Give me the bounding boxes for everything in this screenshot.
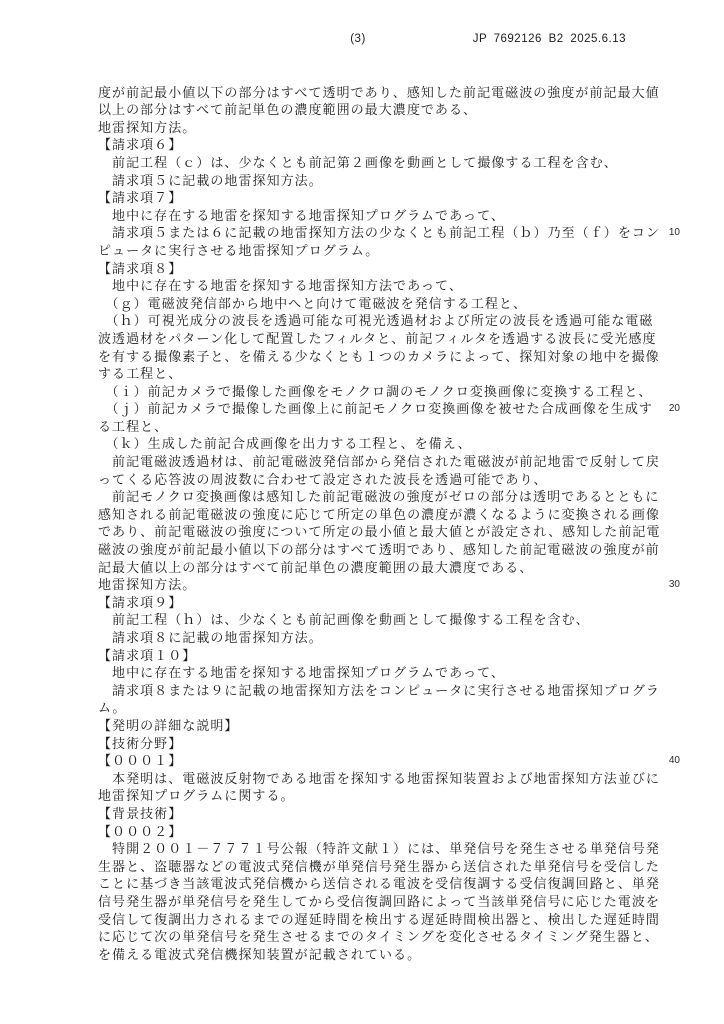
- text-line: [70, 911, 670, 945]
- line-text: 記最大値以上の部分はすべて前記単色の濃度範囲の最大濃度である、: [97, 559, 534, 575]
- line-text: 請求項８または９に記載の地雷探知方法をコンピュータに実行させる地雷探知プログラ: [97, 682, 660, 698]
- text-line: [70, 242, 670, 276]
- line-text: る工程と、: [97, 418, 169, 434]
- text-line: [70, 260, 670, 294]
- text-line: [70, 647, 670, 681]
- text-line: [70, 875, 670, 909]
- line-text: 前記工程（ｈ）は、少なくとも前記画像を動画として撮像する工程を含む、: [97, 612, 590, 628]
- text-line: [70, 453, 670, 487]
- line-text: 請求項５に記載の地雷探知方法。: [97, 172, 323, 188]
- text-line: [70, 787, 670, 821]
- line-text: 【０００２】: [97, 823, 183, 839]
- text-line: [70, 840, 670, 874]
- text-line: [70, 752, 680, 786]
- line-text: であり、前記電磁波の強度について所定の最小値と最大値とが設定され、感知した前記電: [97, 524, 661, 540]
- line-text: 波透過材をパターン化して配置したフィルタと、前記フィルタを透過する波長に受光感度: [97, 330, 657, 346]
- text-line: [70, 823, 670, 857]
- line-text: 地中に存在する地雷を探知する地雷探知方法であって、: [97, 278, 463, 294]
- line-text: する工程と、: [97, 366, 183, 382]
- line-text: 【請求項６】: [97, 137, 183, 153]
- text-line: [70, 611, 670, 645]
- line-text: （ｊ）前記カメラで撮像した画像上に前記モノクロ変換画像を被せた合成画像を生成す: [97, 401, 653, 417]
- line-text: 請求項５または６に記載の地雷探知方法の少なくとも前記工程（ｂ）乃至（ｆ）をコン: [97, 225, 660, 241]
- text-line: [70, 805, 670, 839]
- text-line: [70, 400, 680, 434]
- line-text: 前記電磁波透過材は、前記電磁波発信部から発信された電磁波が前記地雷で反射して戻: [97, 454, 660, 470]
- line-text: 度が前記最小値以下の部分はすべて透明であり、感知した前記電磁波の強度が前記最大値: [97, 84, 660, 100]
- text-line: [70, 576, 680, 610]
- text-line: [70, 559, 670, 593]
- line-text: 前記モノクロ変換画像は感知した前記電磁波の強度がゼロの部分は透明であるとともに: [97, 489, 660, 505]
- text-line: [70, 893, 670, 927]
- line-number: 30: [668, 579, 680, 591]
- page-number: (3): [350, 33, 366, 45]
- line-text: 【請求項８】: [97, 260, 183, 276]
- text-line: [70, 435, 670, 470]
- line-text: 以上の部分はすべて前記単色の濃度範囲の最大濃度である、: [97, 102, 478, 118]
- text-line: [70, 418, 670, 452]
- line-text: 請求項８に記載の地雷探知方法。: [97, 630, 323, 645]
- line-text: （ｇ）電磁波発信部から地中へと向けて電磁波を発信する工程と、: [97, 295, 528, 311]
- line-text: 特開２００１－７７７１号公報（特許文献１）には、単発信号を発生させる単発信号発: [97, 841, 660, 857]
- line-text: ピュータに実行させる地雷探知プログラム。: [97, 242, 380, 258]
- text-line: [70, 154, 670, 188]
- text-line: [70, 928, 670, 962]
- line-text: 本発明は、電磁波反射物である地雷を探知する地雷探知装置および地雷探知方法並びに: [97, 770, 660, 786]
- line-text: 【請求項９】: [97, 594, 183, 610]
- line-text: 地雷探知方法。: [97, 577, 197, 593]
- text-line: [70, 312, 670, 346]
- text-line: [70, 383, 670, 417]
- text-line: [70, 330, 670, 364]
- line-text: 【技術分野】: [97, 735, 183, 751]
- text-line: [70, 664, 670, 698]
- line-text: ム。: [97, 700, 127, 716]
- line-text: 生器と、盗聴器などの電波式発信機が単発信号発生器から送信された単発信号を受信した: [97, 858, 660, 874]
- text-line: [70, 66, 670, 100]
- line-text: 地雷探知プログラムに関する。: [97, 788, 295, 804]
- line-text: 感知される前記電磁波の強度に応じて所定の単色の濃度が濃くなるように変換される画像: [97, 506, 660, 522]
- line-text: 地中に存在する地雷を探知する地雷探知プログラムであって、: [97, 207, 505, 223]
- text-line: [70, 506, 670, 540]
- line-number: 40: [668, 755, 680, 767]
- line-text: （ｉ）前記カメラで撮像した画像をモノクロ調のモノクロ変換画像に変換する工程と、: [97, 383, 653, 399]
- text-line: [70, 101, 670, 135]
- line-text: （ｈ）可視光成分の波長を透過可能な可視光透過材および所定の波長を透過可能な電磁: [97, 313, 654, 329]
- text-line: [70, 295, 670, 329]
- line-number: 10: [668, 227, 680, 239]
- text-line: [70, 136, 670, 170]
- line-text: を有する撮像素子と、を備える少なくとも１つのカメラによって、探知対象の地中を撮像: [97, 348, 660, 364]
- line-text: 地中に存在する地雷を探知する地雷探知プログラムであって、: [97, 665, 505, 681]
- text-line: [70, 770, 670, 804]
- text-line: [70, 541, 670, 575]
- line-text: 磁波の強度が前記最小値以下の部分はすべて透明であり、感知した前記電磁波の強度が前: [97, 542, 660, 558]
- text-line: [70, 523, 670, 558]
- line-text: 受信して復調出力されるまでの遅延時間を検出する遅延時間検出器と、検出した遅延時間: [97, 911, 660, 927]
- line-text: 【請求項１０】: [97, 647, 197, 663]
- line-number: 20: [668, 403, 680, 415]
- text-line: [70, 682, 670, 716]
- line-text: ってくる応答波の周波数に合わせて設定された波長を透過可能であり、: [97, 471, 548, 487]
- text-line: [70, 348, 670, 382]
- text-line: [70, 365, 670, 399]
- text-line: [70, 84, 670, 118]
- line-text: 前記工程（ｃ）は、少なくとも前記第２画像を動画として撮像する工程を含む、: [97, 154, 618, 170]
- line-text: 【請求項７】: [97, 190, 183, 206]
- text-line: [70, 277, 670, 311]
- text-line: [70, 488, 670, 522]
- line-text: （ｋ）生成した前記合成画像を出力する工程と、を備え、: [97, 436, 472, 452]
- text-line: [70, 717, 670, 751]
- line-text: ことに基づき当該電波式発信機から送信される電波を受信復調する受信復調回路と、単発: [97, 876, 660, 892]
- line-text: 【背景技術】: [97, 805, 183, 821]
- line-text: 【０００１】: [97, 753, 183, 769]
- text-line: [70, 189, 670, 223]
- text-line: [70, 858, 670, 892]
- line-text: 地雷探知方法。: [97, 119, 197, 135]
- line-text: を備える電波式発信機探知装置が記載されている。: [97, 946, 422, 962]
- text-line: [70, 735, 670, 769]
- text-line: [70, 119, 670, 153]
- text-line: [70, 629, 670, 663]
- text-body: [70, 66, 680, 962]
- publication-number: JP 7692126 B2 2025.6.13: [472, 33, 626, 45]
- line-text: に応じて次の単発信号を発生させるまでのタイミングを変化させるタイミング発生器と、: [97, 929, 659, 945]
- line-text: 信号発生器が単発信号を発生してから受信復調回路によって当該単発信号に応じた電波を: [97, 893, 660, 909]
- text-line: [70, 471, 670, 505]
- text-line: [70, 594, 670, 628]
- page-header: [0, 33, 724, 49]
- text-line: [70, 699, 670, 733]
- line-text: 【発明の詳細な説明】: [97, 717, 239, 733]
- text-line: [70, 224, 680, 258]
- text-line: [70, 207, 670, 241]
- text-line: [70, 172, 670, 206]
